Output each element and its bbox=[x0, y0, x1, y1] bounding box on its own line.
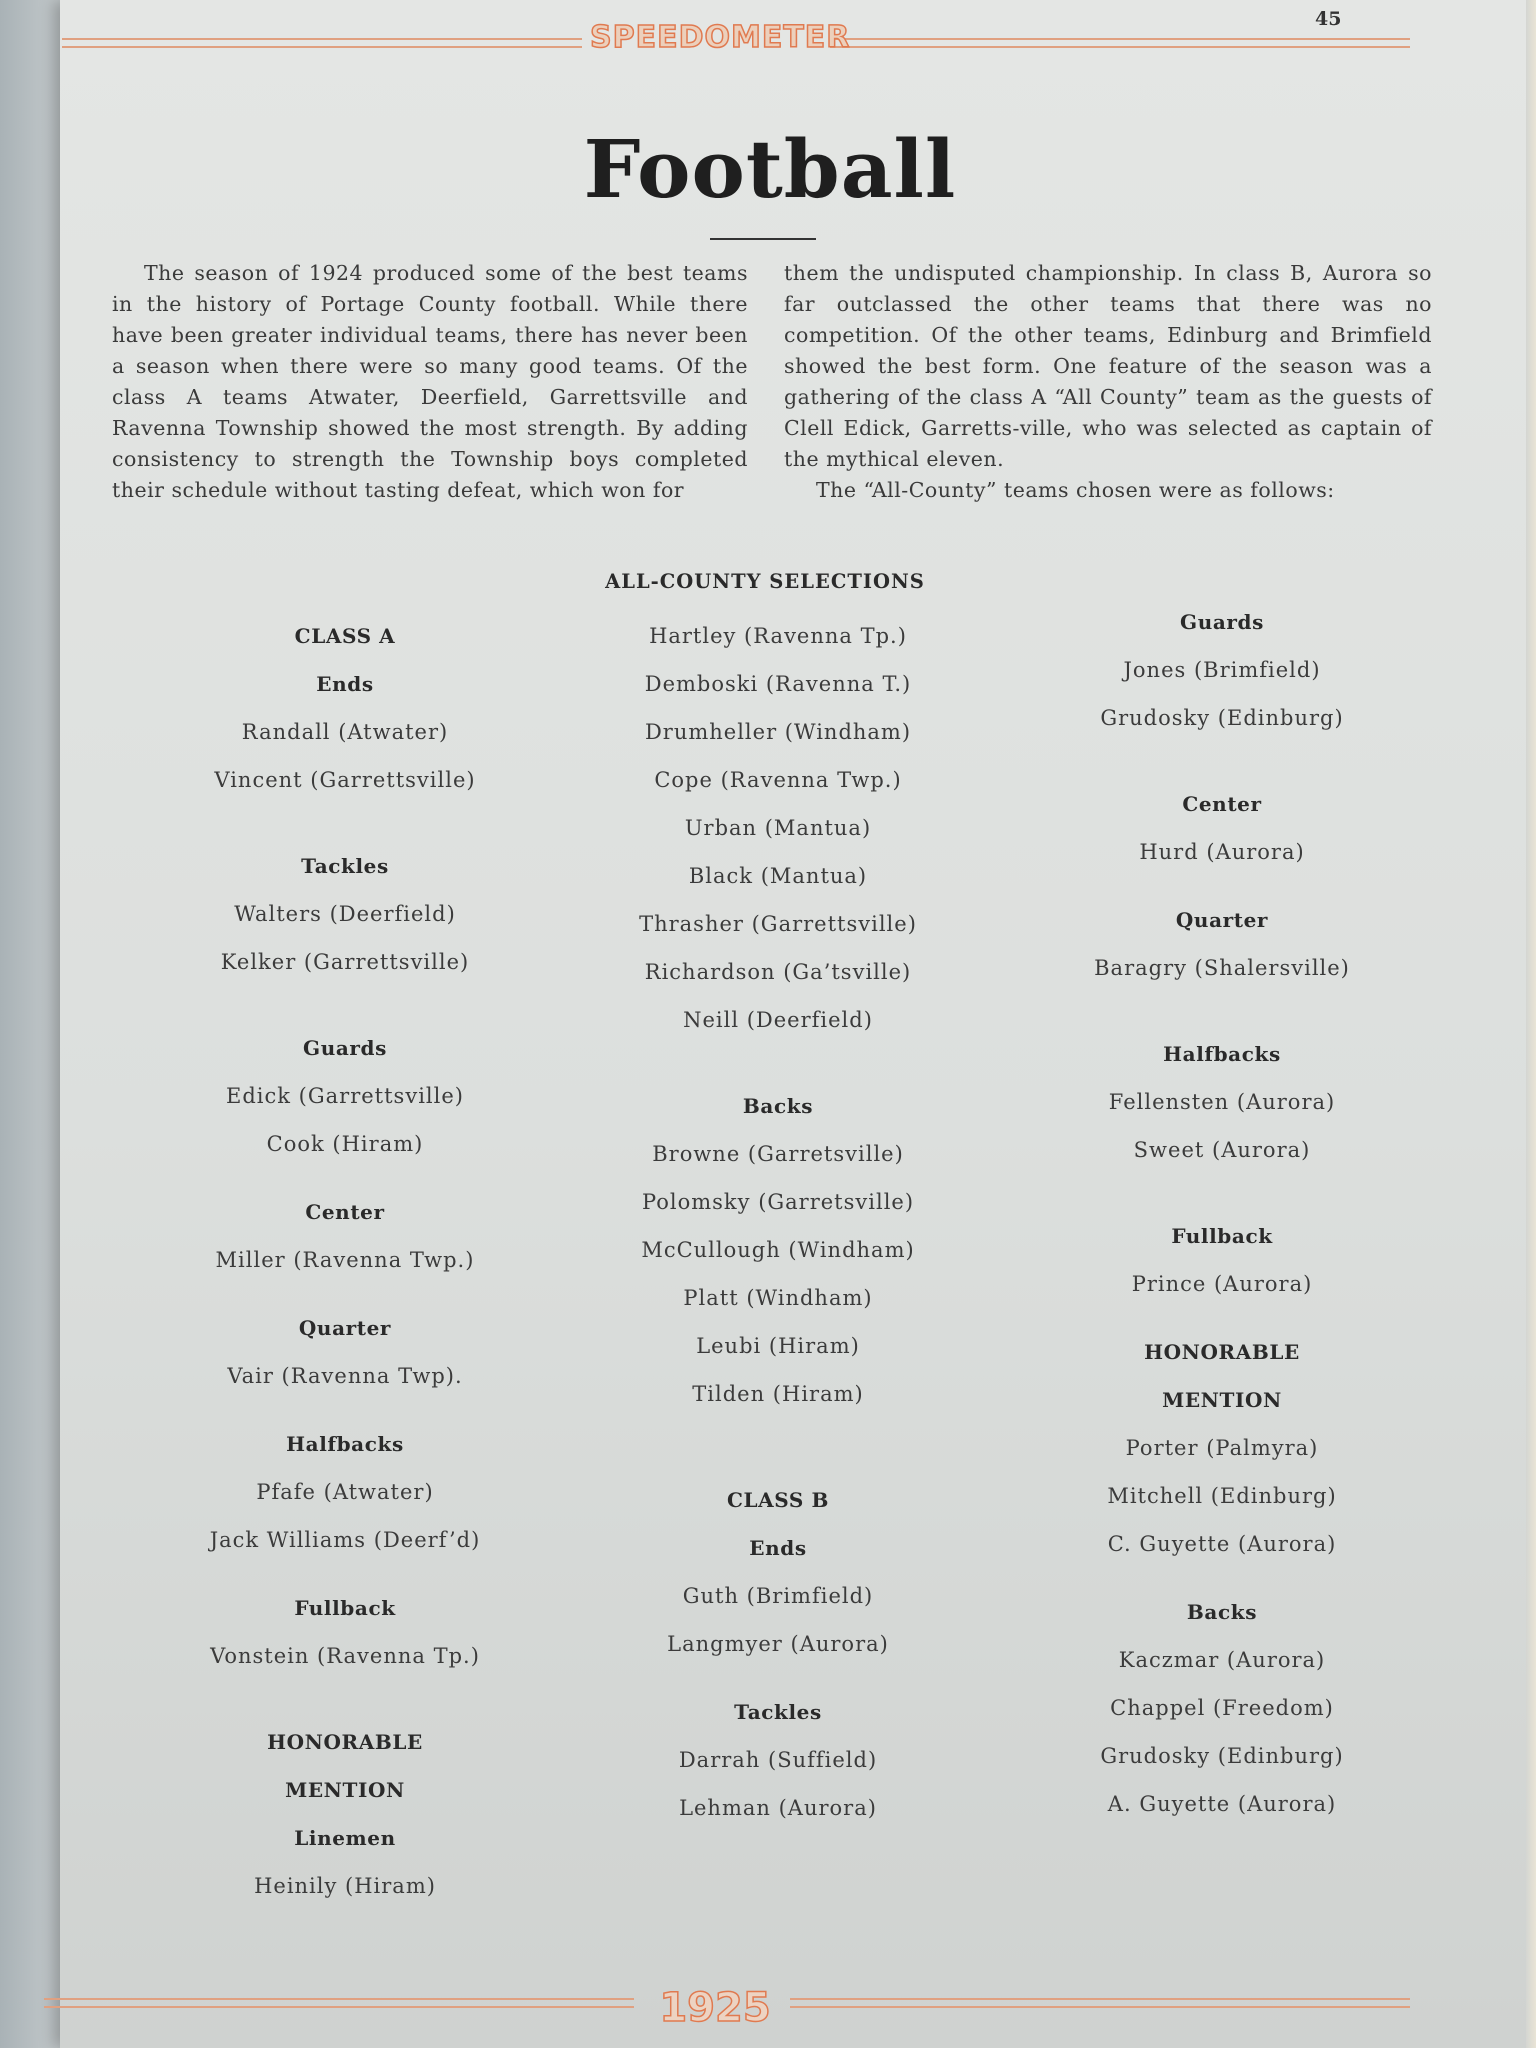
page-number: 45 bbox=[1315, 8, 1342, 30]
player-entry: Fellensten (Aurora) bbox=[1108, 1090, 1336, 1114]
ends-heading: Ends bbox=[316, 672, 374, 696]
player-entry: Edick (Garrettsville) bbox=[226, 1084, 464, 1108]
player-entry: Porter (Palmyra) bbox=[1125, 1436, 1319, 1460]
player-entry: Sweet (Aurora) bbox=[1133, 1138, 1311, 1162]
quarter-heading: Quarter bbox=[298, 1316, 392, 1340]
intro-paragraph-2: them the undisputed championship. In class B, Aurora so far outclassed the other teams that there was no competition. Of the other teams, Edinburg and Brimfield showed the best form. One feature of the season was a gathering of the class A “All County” team as the guests of Clell Edick, Garretts-ville, who was selected as captain of the mythical eleven. bbox=[784, 261, 1432, 471]
honorable-mention-heading: HONORABLE bbox=[267, 1730, 423, 1754]
tackles-heading: Tackles bbox=[301, 854, 389, 878]
player-entry: Vair (Ravenna Twp). bbox=[227, 1364, 463, 1388]
player-entry: Randall (Atwater) bbox=[241, 720, 449, 744]
class-b-heading: CLASS B bbox=[726, 1488, 829, 1512]
player-entry: Grudosky (Edinburg) bbox=[1100, 1744, 1344, 1768]
player-entry: Drumheller (Windham) bbox=[644, 720, 912, 744]
player-entry: McCullough (Windham) bbox=[641, 1238, 915, 1262]
player-entry: Guth (Brimfield) bbox=[682, 1584, 874, 1608]
backs-heading: Backs bbox=[1186, 1600, 1258, 1624]
player-entry: Darrah (Suffield) bbox=[678, 1748, 878, 1772]
center-heading: Center bbox=[305, 1200, 385, 1224]
linemen-heading: Linemen bbox=[294, 1826, 396, 1850]
player-entry: Black (Mantua) bbox=[688, 864, 868, 888]
player-entry: Thrasher (Garrettsville) bbox=[639, 912, 917, 936]
player-entry: Jack Williams (Deerf’d) bbox=[209, 1528, 481, 1552]
intro-paragraph-3: The “All-County” teams chosen were as follows: bbox=[816, 478, 1335, 502]
book-spine bbox=[0, 0, 60, 2048]
player-entry: Browne (Garretsville) bbox=[652, 1142, 904, 1166]
ends-heading: Ends bbox=[749, 1536, 807, 1560]
footer-rule-left bbox=[44, 1998, 634, 2008]
selections-column-class-b bbox=[1022, 598, 1422, 1828]
honorable-mention-heading-2: MENTION bbox=[1162, 1388, 1282, 1412]
honorable-mention-heading: HONORABLE bbox=[1144, 1340, 1300, 1364]
selections-column-middle bbox=[578, 612, 978, 1832]
intro-column-left bbox=[112, 258, 748, 506]
player-entry: Hartley (Ravenna Tp.) bbox=[649, 624, 907, 648]
player-entry: Prince (Aurora) bbox=[1131, 1272, 1313, 1296]
selections-column-class-a bbox=[145, 612, 545, 1910]
player-entry: Platt (Windham) bbox=[683, 1286, 873, 1310]
player-entry: Heinily (Hiram) bbox=[254, 1874, 436, 1898]
player-entry: Kelker (Garrettsville) bbox=[220, 950, 470, 974]
tackles-heading: Tackles bbox=[734, 1700, 822, 1724]
halfbacks-heading: Halfbacks bbox=[286, 1432, 404, 1456]
fullback-heading: Fullback bbox=[1171, 1224, 1273, 1248]
player-entry: Cope (Ravenna Twp.) bbox=[654, 768, 902, 792]
fullback-heading: Fullback bbox=[294, 1596, 396, 1620]
player-entry: Vonstein (Ravenna Tp.) bbox=[210, 1644, 480, 1668]
footer-rule-right bbox=[790, 1998, 1410, 2008]
player-entry: Vincent (Garrettsville) bbox=[214, 768, 476, 792]
player-entry: Hurd (Aurora) bbox=[1139, 840, 1305, 864]
center-heading: Center bbox=[1182, 792, 1262, 816]
player-entry: C. Guyette (Aurora) bbox=[1107, 1532, 1337, 1556]
player-entry: Richardson (Ga’tsville) bbox=[644, 960, 912, 984]
player-entry: Walters (Deerfield) bbox=[234, 902, 456, 926]
header-rule-left bbox=[62, 38, 582, 48]
player-entry: Cook (Hiram) bbox=[266, 1132, 424, 1156]
player-entry: Pfafe (Atwater) bbox=[256, 1480, 434, 1504]
player-entry: Grudosky (Edinburg) bbox=[1100, 706, 1344, 730]
player-entry: Leubi (Hiram) bbox=[696, 1334, 860, 1358]
masthead-logo: SPEEDOMETER bbox=[590, 20, 851, 55]
selections-title: ALL-COUNTY SELECTIONS bbox=[605, 570, 925, 593]
player-entry: Lehman (Aurora) bbox=[679, 1796, 877, 1820]
page-edge bbox=[1526, 0, 1536, 2048]
player-entry: Baragry (Shalersville) bbox=[1094, 956, 1350, 980]
player-entry: Demboski (Ravenna T.) bbox=[644, 672, 912, 696]
header-rule-right bbox=[830, 38, 1410, 48]
player-entry: Chappel (Freedom) bbox=[1110, 1696, 1334, 1720]
page-title: Football bbox=[583, 122, 957, 216]
player-entry: Miller (Ravenna Twp.) bbox=[215, 1248, 475, 1272]
player-entry: Polomsky (Garretsville) bbox=[641, 1190, 915, 1214]
title-divider bbox=[710, 238, 816, 240]
intro-column-right bbox=[784, 258, 1432, 506]
backs-heading: Backs bbox=[742, 1094, 814, 1118]
intro-paragraph-1: The season of 1924 produced some of the best teams in the history of Portage County football. While there have been greater individual teams, there has never been a season when there were so many good teams. Of the class A teams Atwater, Deerfield, Garrettsville and Ravenna Township showed the most strength. By adding consistency to strength the Township boys completed their schedule without tasting defeat, which won for bbox=[112, 261, 748, 502]
player-entry: Tilden (Hiram) bbox=[692, 1382, 864, 1406]
player-entry: Neill (Deerfield) bbox=[683, 1008, 873, 1032]
player-entry: A. Guyette (Aurora) bbox=[1107, 1792, 1337, 1816]
honorable-mention-heading-2: MENTION bbox=[285, 1778, 405, 1802]
halfbacks-heading: Halfbacks bbox=[1163, 1042, 1281, 1066]
player-entry: Jones (Brimfield) bbox=[1123, 658, 1321, 682]
quarter-heading: Quarter bbox=[1175, 908, 1269, 932]
footer-year: 1925 bbox=[659, 1985, 771, 2031]
guards-heading: Guards bbox=[303, 1036, 387, 1060]
player-entry: Mitchell (Edinburg) bbox=[1107, 1484, 1337, 1508]
guards-heading: Guards bbox=[1180, 610, 1264, 634]
player-entry: Urban (Mantua) bbox=[684, 816, 872, 840]
player-entry: Kaczmar (Aurora) bbox=[1118, 1648, 1326, 1672]
class-a-heading: CLASS A bbox=[294, 624, 396, 648]
player-entry: Langmyer (Aurora) bbox=[667, 1632, 889, 1656]
